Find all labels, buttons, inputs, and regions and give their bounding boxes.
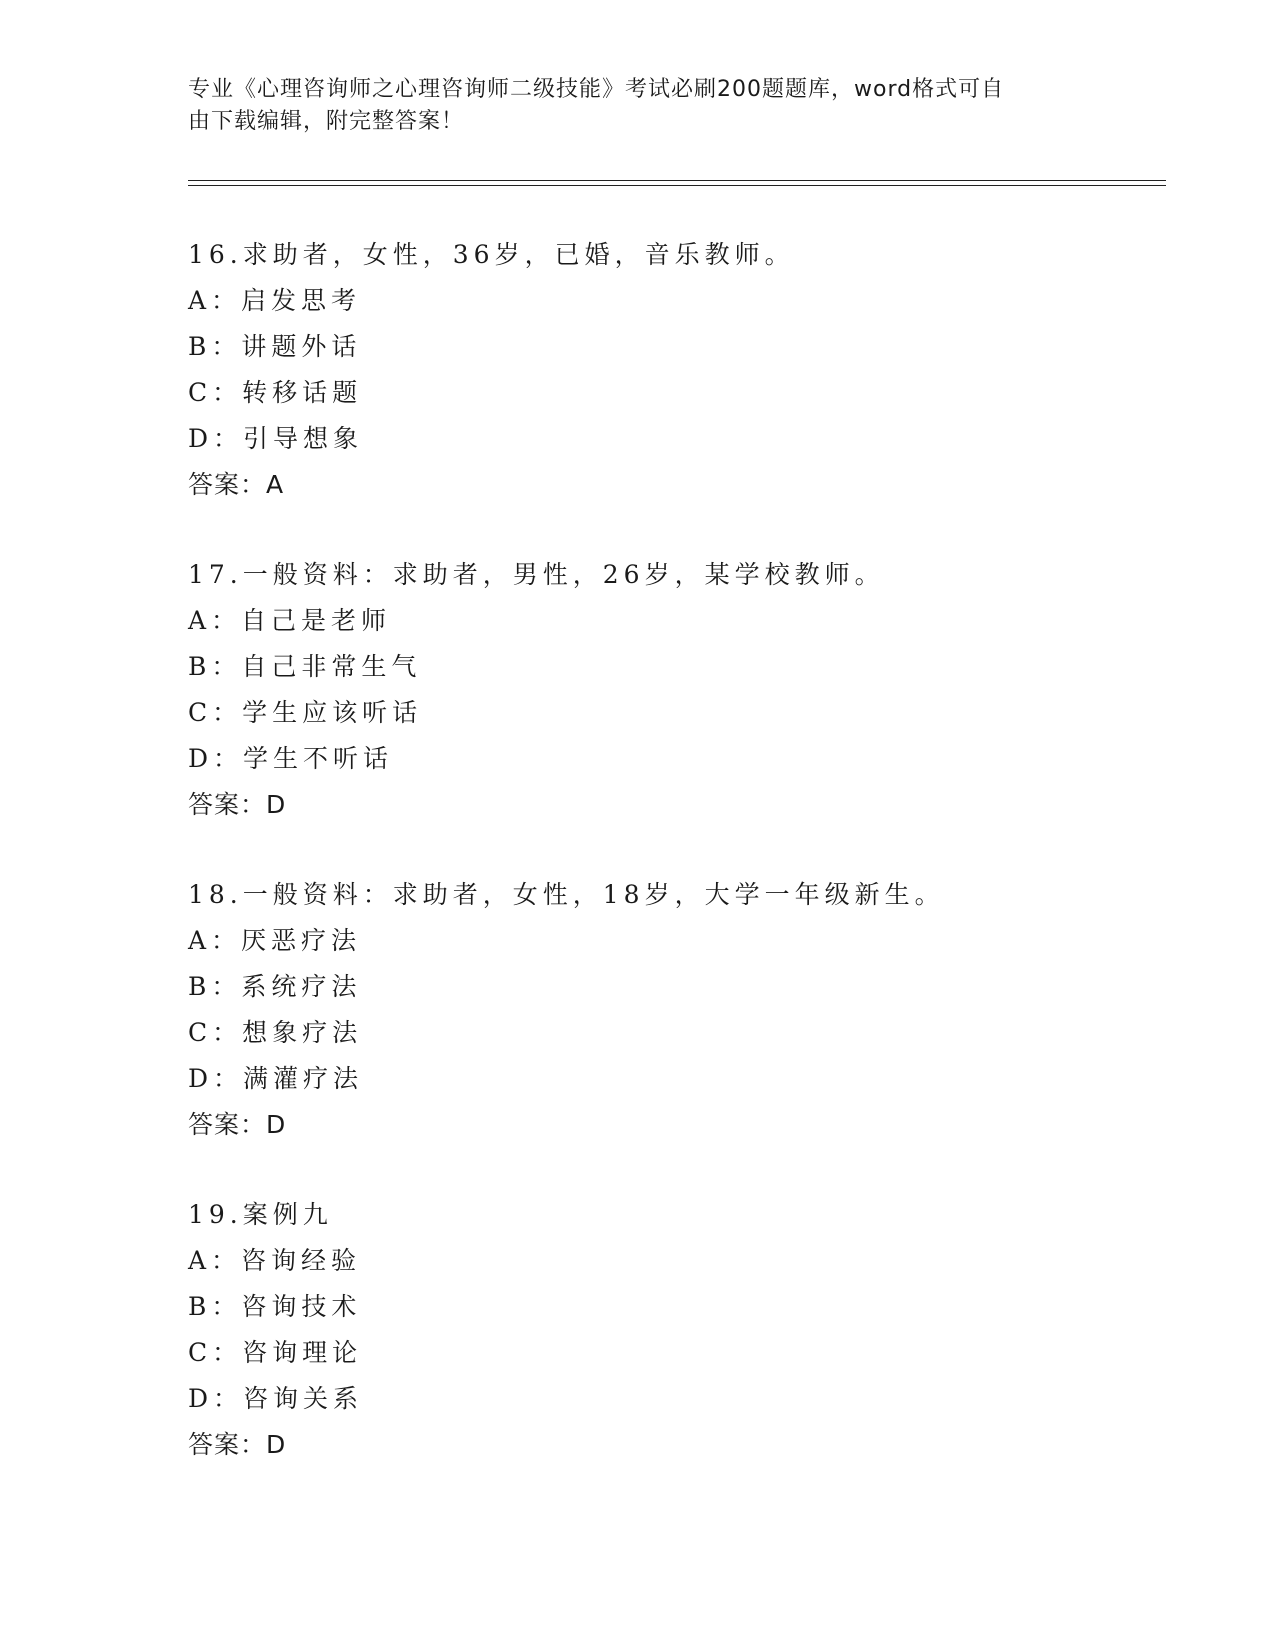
question-stem: 16.求助者，女性，36岁，已婚，音乐教师。 — [188, 240, 795, 269]
header-line-2: 由下载编辑，附完整答案！ — [188, 109, 465, 134]
question-19 — [188, 1192, 1188, 1468]
option-d: D：引导想象 — [188, 424, 364, 453]
option-c: C：想象疗法 — [188, 1018, 363, 1047]
document-header — [188, 74, 1088, 138]
question-stem: 19.案例九 — [188, 1200, 333, 1229]
question-stem: 18.一般资料：求助者，女性，18岁，大学一年级新生。 — [188, 880, 945, 909]
option-c: C：转移话题 — [188, 378, 363, 407]
option-a: A：厌恶疗法 — [188, 926, 362, 955]
option-a: A：咨询经验 — [188, 1246, 362, 1275]
option-b: B：系统疗法 — [188, 972, 362, 1001]
question-18 — [188, 872, 1188, 1148]
option-a: A：启发思考 — [188, 286, 362, 315]
answer: 答案：D — [188, 1110, 287, 1139]
question-16 — [188, 232, 1188, 508]
question-17 — [188, 552, 1188, 828]
option-a: A：自己是老师 — [188, 606, 392, 635]
option-d: D：咨询关系 — [188, 1384, 364, 1413]
option-d: D：满灌疗法 — [188, 1064, 364, 1093]
option-c: C：咨询理论 — [188, 1338, 363, 1367]
answer: 答案：D — [188, 1430, 287, 1459]
option-b: B：自己非常生气 — [188, 652, 422, 681]
answer: 答案：D — [188, 790, 287, 819]
header-line-1: 专业《心理咨询师之心理咨询师二级技能》考试必刷200题题库，word格式可自 — [188, 77, 1005, 102]
option-b: B：讲题外话 — [188, 332, 362, 361]
option-c: C：学生应该听话 — [188, 698, 423, 727]
option-d: D：学生不听话 — [188, 744, 394, 773]
option-b: B：咨询技术 — [188, 1292, 362, 1321]
question-stem: 17.一般资料：求助者，男性，26岁，某学校教师。 — [188, 560, 885, 589]
answer: 答案：A — [188, 470, 285, 499]
header-divider-top — [188, 180, 1166, 181]
header-divider-bottom — [188, 185, 1166, 186]
